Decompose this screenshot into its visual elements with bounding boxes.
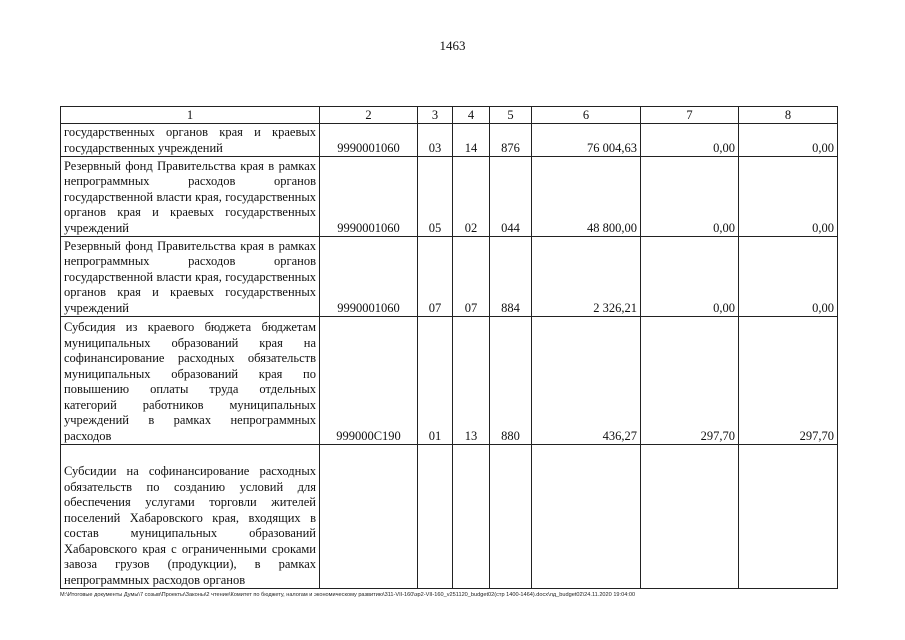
row-description: Субсидии на софинансирование расходных обязательств по созданию условий для обеспечения услугами торговли жителей поселений Хабаровского края, входящих в состав муниципальных образований Хабаровского края с ограниченными сроками завоза грузов (продукции), в рамках непрограммных расходов органов	[61, 445, 320, 589]
row-section: 03	[418, 124, 453, 157]
header-col-3: 3	[418, 107, 453, 124]
row-subsection: 14	[453, 124, 490, 157]
row-description: Резервный фонд Правительства края в рамках непрограммных расходов органов государственной власти края, государственных органов края и краевых государственных учреждений	[61, 157, 320, 237]
header-col-7: 7	[641, 107, 739, 124]
header-col-1: 1	[61, 107, 320, 124]
row-type: 876	[490, 124, 532, 157]
header-col-5: 5	[490, 107, 532, 124]
page-number: 1463	[439, 38, 466, 53]
table-row	[61, 317, 838, 445]
row-type: 880	[490, 317, 532, 445]
budget-table	[60, 106, 838, 589]
row-type	[490, 445, 532, 589]
row-value-8: 297,70	[739, 317, 838, 445]
row-code: 9990001060	[320, 237, 418, 317]
row-section: 07	[418, 237, 453, 317]
row-value-8: 0,00	[739, 124, 838, 157]
row-section	[418, 445, 453, 589]
row-code: 9990001060	[320, 124, 418, 157]
row-value-7	[641, 445, 739, 589]
row-value-7: 297,70	[641, 317, 739, 445]
row-value-7: 0,00	[641, 124, 739, 157]
row-description: Резервный фонд Правительства края в рамках непрограммных расходов органов государственной власти края, государственных органов края и краевых государственных учреждений	[61, 237, 320, 317]
header-col-4: 4	[453, 107, 490, 124]
row-value-8	[739, 445, 838, 589]
row-value-6: 48 800,00	[532, 157, 641, 237]
row-value-6: 76 004,63	[532, 124, 641, 157]
table-row	[61, 237, 838, 317]
row-code	[320, 445, 418, 589]
table-row	[61, 157, 838, 237]
row-value-7: 0,00	[641, 237, 739, 317]
row-value-8: 0,00	[739, 237, 838, 317]
row-subsection	[453, 445, 490, 589]
row-subsection: 07	[453, 237, 490, 317]
header-row	[61, 107, 838, 124]
row-value-6	[532, 445, 641, 589]
row-subsection: 02	[453, 157, 490, 237]
header-col-2: 2	[320, 107, 418, 124]
row-description: государственных органов края и краевых государственных учреждений	[61, 124, 320, 157]
row-value-8: 0,00	[739, 157, 838, 237]
row-subsection: 13	[453, 317, 490, 445]
row-code: 999000С190	[320, 317, 418, 445]
row-type: 884	[490, 237, 532, 317]
header-col-6: 6	[532, 107, 641, 124]
row-description: Субсидия из краевого бюджета бюджетам муниципальных образований края на софинансирование расходных обязательств муниципальных образований края по повышению оплаты труда отдельных категорий работников муниципальных учреждений в рамках непрограммных расходов	[61, 317, 320, 445]
header-col-8: 8	[739, 107, 838, 124]
row-section: 01	[418, 317, 453, 445]
row-code: 9990001060	[320, 157, 418, 237]
row-value-6: 2 326,21	[532, 237, 641, 317]
table-row	[61, 124, 838, 157]
table-row	[61, 445, 838, 589]
row-type: 044	[490, 157, 532, 237]
row-value-7: 0,00	[641, 157, 739, 237]
row-section: 05	[418, 157, 453, 237]
footer-file-path: M:\Итоговые документы Думы\7 созыв\Проекты\Законы\2 чтение\Комитет по бюджету, налогам и экономическому развитию\311-VII-160\зр2-VII-160_v251120_budget02(стр 1400-1464).docx\лд_budget02\24.11.2020 19:04:00	[60, 592, 636, 598]
row-value-6: 436,27	[532, 317, 641, 445]
